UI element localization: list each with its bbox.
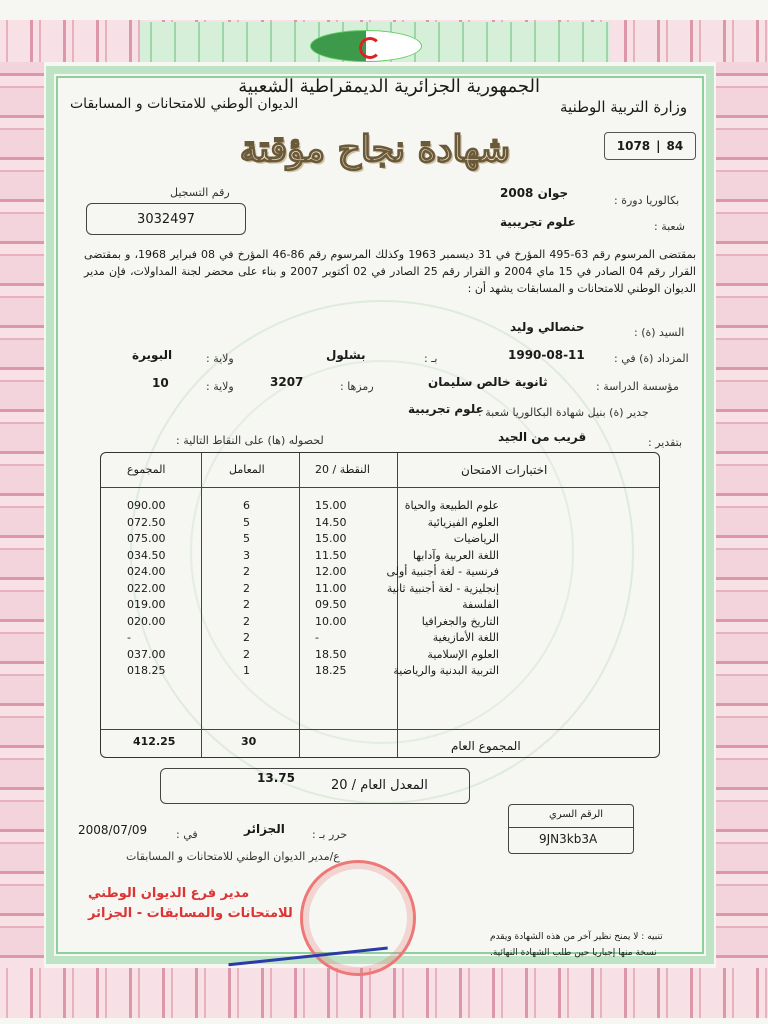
table-cell-subject: إنجليزية - لغة أجنبية ثانية	[386, 581, 499, 595]
table-cell-coef: 2	[243, 647, 250, 661]
branch-label: شعبة :	[654, 220, 685, 233]
table-cell-coef: 2	[243, 581, 250, 595]
stamp-text-line2: للامتحانات والمسابقات - الجزائر	[88, 906, 293, 921]
header-subject: اختبارات الامتحان	[461, 463, 548, 477]
table-cell-total: 022.00	[127, 581, 166, 595]
table-cell-total: 090.00	[127, 499, 166, 512]
average-box	[160, 768, 470, 804]
table-cell-total: 019.00	[127, 598, 166, 611]
table-cell-total: 024.00	[127, 565, 166, 578]
name-label: السيد (ة) :	[634, 326, 685, 339]
table-cell-grade: 14.50	[315, 515, 347, 529]
column-divider	[201, 453, 202, 757]
registration-number: 3032497	[137, 211, 195, 227]
table-cell-subject: العلوم الإسلامية	[427, 647, 499, 661]
legal-preamble: بمقتضى المرسوم رقم 63-495 المؤرخ في 31 ديسمبر 1963 وكذلك المرسوم رقم 86-46 المؤرخ في 08 فبراير 1968، و بمقتضى القرار رقم 04 الصادر في 15 ماي 2004 و القرار رقم 25 الصادر في 02 أكتوبر 2007 و بناء على محضر لجنة المداولات، فإن مدير الديوان الوطني للامتحانات و المسابقات يشهد أن :	[84, 248, 697, 295]
school-code: 3207	[270, 375, 304, 389]
table-cell-grade: 10.00	[315, 614, 347, 628]
table-cell-subject: التربية البدنية والرياضية	[393, 664, 499, 677]
total-row-divider	[101, 729, 659, 730]
table-cell-coef: 2	[243, 631, 250, 644]
worthy-label: جدير (ة) بنيل شهادة البكالوريا شعبة :	[478, 406, 649, 419]
ministry-name: وزارة التربية الوطنية	[560, 98, 688, 116]
table-cell-subject: الرياضيات	[453, 532, 499, 545]
birth-date: 1990-08-11	[508, 348, 585, 362]
header-total: المجموع	[127, 463, 166, 476]
table-cell-grade: 11.50	[315, 548, 347, 562]
obtained-label: لحصوله (ها) على النقاط التالية :	[176, 434, 324, 447]
serial-divider	[509, 827, 633, 828]
candidate-name: حنصالي وليد	[510, 320, 585, 334]
reference-left: 1078	[616, 139, 651, 153]
registration-box	[86, 203, 246, 235]
table-cell-coef: 5	[243, 515, 250, 529]
left-decorative-border	[0, 62, 44, 968]
table-cell-total: 072.50	[127, 515, 166, 529]
mention-label: بتقدير :	[648, 436, 683, 449]
registration-label: رقم التسجيل	[170, 186, 230, 199]
table-cell-coef: 1	[243, 664, 250, 677]
notice-line2: نسخة منها إجباريا حين طلب الشهادة النهائية.	[490, 948, 657, 958]
bottom-decorative-border	[0, 968, 768, 1018]
stamp-text-line1: مدير فرع الديوان الوطني	[88, 886, 250, 901]
serial-box	[508, 804, 634, 854]
session-label: بكالوريا دورة :	[614, 194, 680, 207]
table-cell-grade: 15.00	[315, 499, 347, 512]
table-cell-grade: 18.25	[315, 664, 347, 677]
date-value: 2008/07/09	[78, 823, 148, 837]
table-cell-subject: اللغة الأمازيغية	[432, 631, 499, 644]
birth-label: المزداد (ة) في :	[614, 352, 689, 365]
table-cell-coef: 6	[243, 499, 250, 512]
session-value: جوان 2008	[500, 186, 569, 200]
total-coef: 30	[241, 735, 257, 748]
total-label: المجموع العام	[451, 739, 521, 753]
place-value: الجزائر	[244, 822, 285, 836]
table-header-row	[101, 453, 659, 488]
crescent-icon	[359, 37, 381, 59]
table-cell-coef: 3	[243, 548, 250, 562]
table-cell-grade: 11.00	[315, 581, 347, 595]
average-label: المعدل العام / 20	[331, 778, 428, 793]
birth-place-label: بـ :	[424, 352, 438, 365]
table-cell-total: 037.00	[127, 647, 166, 661]
algerian-flag-emblem	[310, 30, 422, 62]
certificate-title: شهادة نجاح مؤقتة	[239, 128, 511, 170]
header-coef: المعامل	[229, 463, 265, 476]
school-name: ثانوية خالص سليمان	[428, 375, 548, 389]
wilaya-value: البويرة	[132, 348, 173, 362]
birth-place: بشلول	[326, 348, 366, 362]
table-cell-total: 018.25	[127, 664, 166, 677]
signatory-line: ع/مدير الديوان الوطني للامتحانات و المسابقات	[126, 850, 340, 863]
table-cell-grade: 15.00	[315, 532, 347, 545]
school-code-label: رمزها :	[340, 380, 374, 393]
table-cell-coef: 2	[243, 598, 250, 611]
serial-value: 9JN3kb3A	[539, 832, 598, 846]
table-cell-subject: الفلسفة	[462, 598, 499, 611]
reference-box	[604, 132, 696, 160]
table-cell-subject: فرنسية - لغة أجنبية أولى	[386, 565, 499, 578]
worthy-branch: علوم تجريبية	[408, 402, 484, 416]
mention-value: قريب من الجيد	[498, 430, 587, 444]
table-cell-grade: -	[315, 631, 319, 644]
date-label: في :	[176, 828, 198, 841]
reference-right: 84	[666, 139, 684, 153]
table-cell-total: -	[127, 631, 131, 644]
table-cell-coef: 2	[243, 565, 250, 578]
table-cell-subject: العلوم الفيزيائية	[427, 515, 499, 529]
serial-label: الرقم السري	[549, 809, 604, 820]
branch-value: علوم تجريبية	[500, 215, 576, 229]
table-cell-grade: 09.50	[315, 598, 347, 611]
office-name: الديوان الوطني للامتحانات و المسابقات	[70, 96, 299, 112]
table-cell-grade: 12.00	[315, 565, 347, 578]
school-label: مؤسسة الدراسة :	[596, 380, 679, 393]
table-cell-coef: 5	[243, 532, 250, 545]
table-cell-grade: 18.50	[315, 647, 347, 661]
done-at-label: حرر بـ :	[312, 828, 348, 841]
table-cell-subject: التاريخ والجغرافيا	[421, 614, 499, 628]
total-sum: 412.25	[133, 735, 176, 748]
reference-divider: |	[656, 139, 661, 153]
wilaya-code: 10	[152, 376, 169, 390]
grades-table	[100, 452, 660, 758]
country-name: الجمهورية الجزائرية الديمقراطية الشعبية	[238, 76, 540, 97]
right-decorative-border	[716, 62, 768, 968]
table-cell-subject: اللغة العربية وآدابها	[412, 548, 499, 562]
average-value: 13.75	[257, 771, 295, 785]
wilaya-label: ولاية :	[206, 352, 234, 365]
table-cell-total: 020.00	[127, 614, 166, 628]
notice-line1: تنبيه : لا يمنح نظير آخر من هذه الشهادة ويقدم	[490, 932, 663, 942]
header-grade: النقطة / 20	[315, 463, 370, 476]
table-cell-total: 034.50	[127, 548, 166, 562]
table-cell-total: 075.00	[127, 532, 166, 545]
table-cell-coef: 2	[243, 614, 250, 628]
wilaya-code-label: ولاية :	[206, 380, 234, 393]
table-cell-subject: علوم الطبيعة والحياة	[404, 499, 499, 512]
